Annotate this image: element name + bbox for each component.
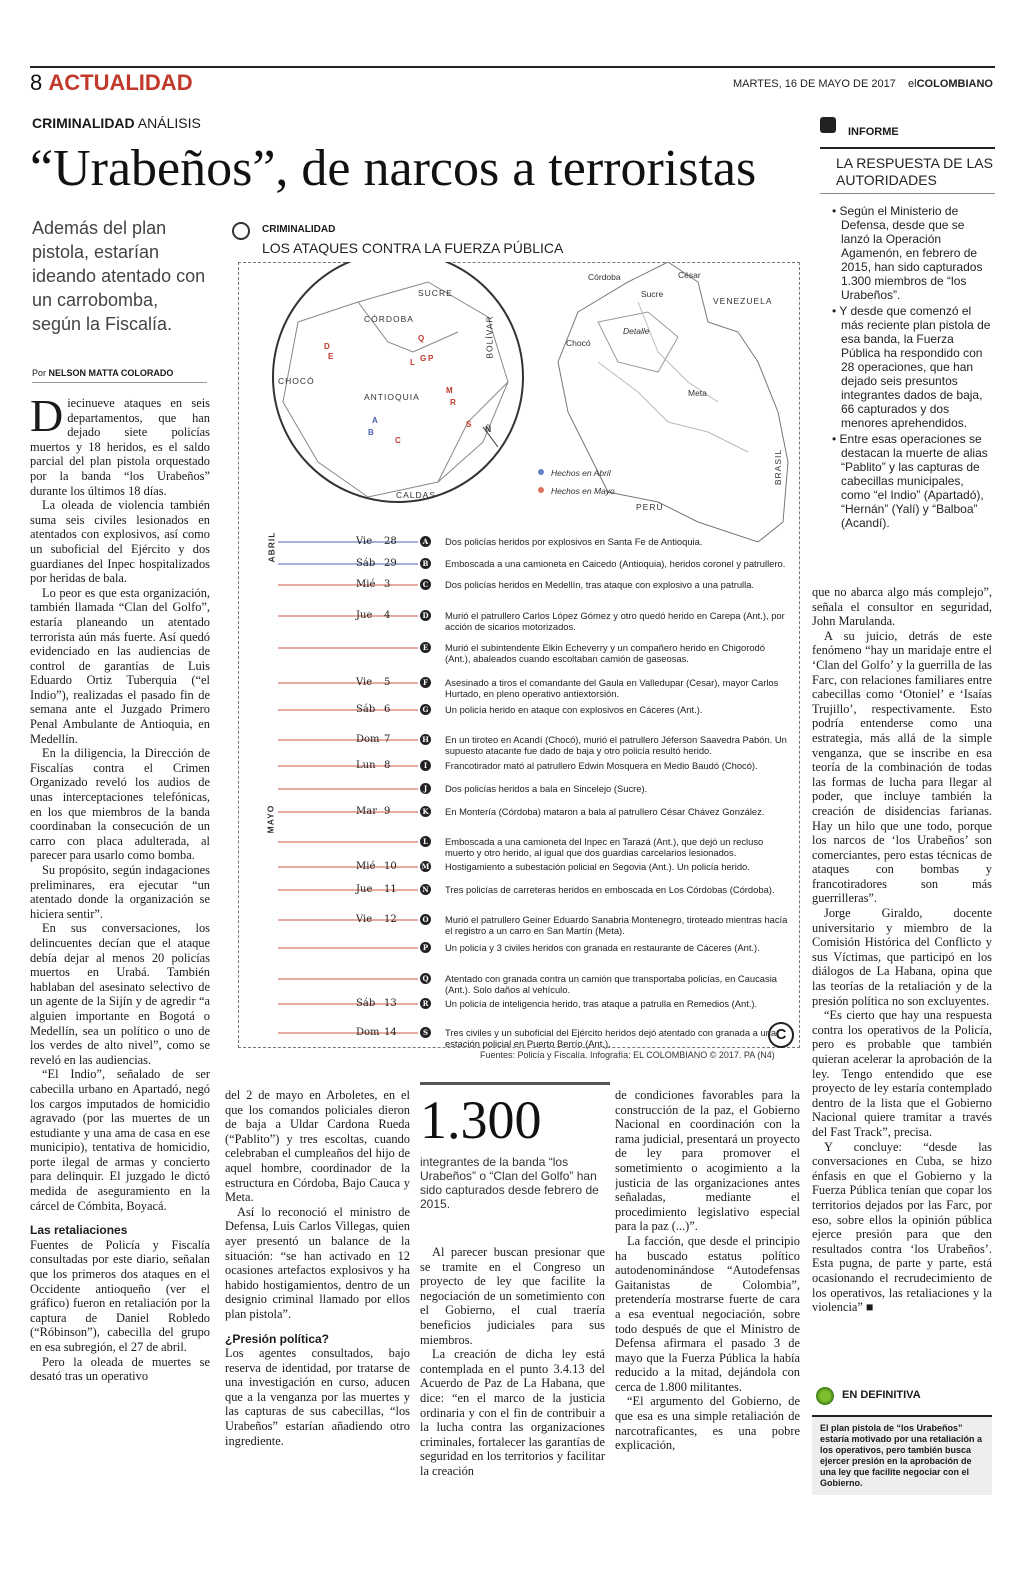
map-label: Sucre xyxy=(641,289,664,299)
timeline-connector xyxy=(278,584,418,586)
section-header xyxy=(30,70,193,96)
timeline-event-text: Tres civiles y un suboficial del Ejército heridos dejó atentado con granada a una estación policial en Puerto Berrío (Ant.). xyxy=(445,1027,777,1049)
timeline-event-text: Atentado con granada contra un camión que transportaba policías, en Caucasia (Ant.). Solo daños al vehículo. xyxy=(445,973,777,995)
infographic-source: Fuentes: Policía y Fiscalía. Infografía: EL COLOMBIANO © 2017. PA (N4) xyxy=(480,1050,775,1060)
timeline-event-text: Un policía y 3 civiles heridos con granada en restaurante de Cáceres (Ant.). xyxy=(445,942,760,953)
subhead: ¿Presión política? xyxy=(225,1331,330,1346)
timeline xyxy=(238,522,800,1049)
map-label: SUCRE xyxy=(418,288,453,298)
timeline-event-text: Dos policías heridos en Medellín, tras ataque con explosivo a una patrulla. xyxy=(445,579,755,590)
article-column-2 xyxy=(225,1088,410,1498)
paragraph: A su juicio, detrás de este fenómeno “hay un maridaje entre el ‘Clan del Golfo’ y la guerrilla de las Farc, con relaciones familiares entre cabecillas como ‘Otoniel’ e ‘Isaías Trujillo’, respectivamente. Esto podría entenderse como una estrategia, más allá de la simple venganza, que se inscribe en esa teoría de la combinación de todas las formas de lucha para llegar al poder, que incluye también la creación de disidencias farianas. Hay un hilo que une todo, porque los narcos de ‘los Urabeños’ son comerciantes, pero estas técnicas de ataques con bombas y francotiradores son más guerrilleras”. xyxy=(812,628,992,906)
paragraph: En sus conversaciones, los delincuentes decían que el ataque debía dejar al menos 20 policías muertos en Urabá. También hablaban del asesinato selectivo de un agente de la Sijín y de agredir “a alguien importante en Bogotá o Medellín, sea un político o uno de los verdes de alto nivel”, como se reveló en las audiencias. xyxy=(30,921,210,1067)
timeline-date: 10 xyxy=(384,861,397,872)
en-definitiva-box xyxy=(812,1385,992,1495)
map-point: D xyxy=(324,342,330,351)
timeline-letter: Q xyxy=(420,973,431,984)
big-stat xyxy=(420,1082,610,1211)
article-column-1 xyxy=(30,396,210,1516)
timeline-event-text: Francotirador mató al patrullero Edwin Mosquera en Medio Baudó (Chocó). xyxy=(445,760,758,771)
paper-pre: el xyxy=(908,78,917,90)
timeline-connector xyxy=(278,788,418,790)
timeline-connector xyxy=(278,682,418,684)
timeline-day: Mié xyxy=(356,861,376,872)
timeline-date: 6 xyxy=(384,704,391,715)
timeline-letter: S xyxy=(420,1027,431,1038)
timeline-date: 9 xyxy=(384,806,391,817)
byline-name: NELSON MATTA COLORADO xyxy=(48,368,174,378)
timeline-date: 8 xyxy=(384,760,391,771)
paragraph: Pero la oleada de muertes se desató tras un operativo xyxy=(30,1354,210,1384)
big-stat-number: 1.300 xyxy=(420,1090,542,1150)
page-number: 8 xyxy=(30,70,43,95)
paragraph: Los agentes consultados, bajo reserva de identidad, por tratarse de una investigación en curso, aducen que a la venganza por las muertes y las capturas de sus cabecillas, “los Urabeños” estarían añadiendo otro ingrediente. xyxy=(225,1346,410,1448)
paragraph: del 2 de mayo en Arboletes, en el que los comandos policiales dieron de baja a Uldar Cardona Rueda (“Pablito”) y tres escoltas, cuando celebraban el cumpleaños del hijo de aquel hombre, coordinador de la estructura en Córdoba, Bajo Cauca y Meta. xyxy=(225,1088,410,1205)
paragraph: Su propósito, según indagaciones preliminares, era ejecutar “un atentado donde la organización se hiciera sentir”. xyxy=(30,863,210,921)
timeline-connector xyxy=(278,563,418,565)
kicker xyxy=(32,115,201,131)
timeline-event-text: Murió el subintendente Elkin Echeverry y un compañero herido en Chigorodó (Ant.), abaleados cuando escoltaban camión de gaseosas. xyxy=(445,642,765,664)
timeline-event-text: Murió el patrullero Carlos López Gómez y otro quedó herido en Carepa (Ant.), por acción de sicarios motorizados. xyxy=(445,610,785,632)
timeline-connector xyxy=(278,709,418,711)
timeline-day: Mar xyxy=(356,806,377,817)
sidebar-list xyxy=(820,204,995,530)
en-definitiva-text: El plan pistola de “los Urabeños” estaría motivado por una retaliación a los operativos, pero también busca ejercer presión en la aprobación de una ley que facilite negociar con el Gobierno. xyxy=(812,1415,992,1495)
map-point: E xyxy=(328,352,334,361)
timeline-date: 7 xyxy=(384,734,391,745)
paragraph: Jorge Giraldo, docente universitario y miembro de la Comisión Histórica del Conflicto y sus Víctimas, que participó en los diálogos de La Habana, opina que las teorías de la retaliación y de la presión política no son excluyentes. xyxy=(812,906,992,1008)
dateline xyxy=(733,78,993,90)
paragraph: Y concluye: “desde las conversaciones en Cuba, se hizo énfasis en que el Gobierno y la Fuerza Pública tenían que copar los territorios dejados por las Farc, por eso, sobre ellos la opinión pública ejerce presión para que den resultados contra ‘los Urabeños’. Esta pugna, de parte y parte, está ocasionando el recrudecimiento de los operativos, las retaliaciones y la violencia” ■ xyxy=(812,1139,992,1315)
month-label-may: MAYO xyxy=(265,804,276,834)
map-label: Córdoba xyxy=(588,272,621,282)
timeline-date: 12 xyxy=(384,914,397,925)
dropcap: D xyxy=(30,396,64,441)
paragraph: que no abarca algo más complejo”, señala el consultor en seguridad, John Marulanda. xyxy=(812,585,992,629)
timeline-event-text: Dos policías heridos a bala en Sincelejo (Sucre). xyxy=(445,783,648,794)
gear-icon xyxy=(232,222,250,240)
map-label: ANTIOQUIA xyxy=(364,392,420,402)
map-point: M xyxy=(446,386,453,395)
paragraph: “El argumento del Gobierno, de que esa es una simple retaliación de narcotraficantes, es una pobre explicación, xyxy=(615,1394,800,1453)
list-item: • Entre esas operaciones se destacan la muerte de alias “Pablito” y las capturas de cabecillas municipales, como “el Indio” (Apartadó), “Hernán” (Yalí) y “Balboa” (Acandí). xyxy=(832,432,988,530)
list-item-text: Según el Ministerio de Defensa, desde que se lanzó la Operación Agamenón, en febrero de 2015, han sido capturados 1.300 miembros de “los Urabeños”. xyxy=(839,204,983,302)
map-label: Meta xyxy=(688,388,707,398)
paragraph: La oleada de violencia también suma seis civiles lesionados en atentados con explosivos, así como un suboficial del Ejército y dos guardianes del Inpec hospitalizados por heridas de bala. xyxy=(30,498,210,586)
list-item-text: Entre esas operaciones se destacan la muerte de alias “Pablito” y las capturas de cabecillas municipales, como “el Indio” (Apartadó), “Hernán” (Yalí) y “Balboa” (Acandí). xyxy=(839,432,988,530)
timeline-day: Vie xyxy=(356,677,373,688)
date: MARTES, 16 DE MAYO DE 2017 xyxy=(732,78,896,90)
timeline-letter: R xyxy=(420,998,431,1009)
timeline-letter: D xyxy=(420,610,431,621)
map-label: PERÚ xyxy=(636,502,664,512)
timeline-date: 29 xyxy=(384,558,397,569)
timeline-connector xyxy=(278,1003,418,1005)
paragraph: Así lo reconoció el ministro de Defensa, Luis Carlos Villegas, quien ayer presentó un balance de la situación: “se han activado en 12 ocasiones artefactos explosivos y ha habido hostigamientos, dentro de un designio criminal llamado por ellos plan pistola”. xyxy=(225,1204,410,1321)
timeline-letter: A xyxy=(420,536,431,547)
paragraph: Lo peor es que esta organización, también llamada “Clan del Golfo”, estaría planeando un atentado terrorista aún más fuerte. Así quedó evidenciado en las audiencias de control de garantías de Luis Eduardo Ortiz Tuberquia (“el Indio”), realizadas el pasado fin de semana ante el Juzgado Primero Penal Ambulante de Antioquia, en Medellín. xyxy=(30,585,210,746)
timeline-event-text: Emboscada a una camioneta del Inpec en Tarazá (Ant.), que dejó un recluso muerto y otro herido, al igual que dos guardias carcelarios lesionados. xyxy=(445,836,764,858)
timeline-connector xyxy=(278,978,418,980)
timeline-connector xyxy=(278,811,418,813)
document-icon xyxy=(820,117,836,133)
paragraph: de condiciones favorables para la construcción de la paz, el Gobierno Nacional en coordinación con la rama judicial, presentará un proyecto de ley para promover el sometimiento o acogimiento a la justicia de las organizaciones antes señaladas, mediante el procedimiento legislativo especial para la paz (...)”. xyxy=(615,1088,800,1234)
infographic-tag-text: CRIMINALIDAD xyxy=(262,224,336,235)
timeline-connector xyxy=(278,647,418,649)
month-label-april: ABRIL xyxy=(266,531,277,563)
timeline-letter: F xyxy=(420,677,431,688)
map-point: G xyxy=(420,354,427,363)
timeline-date: 13 xyxy=(384,998,397,1009)
map-label: Chocó xyxy=(566,338,591,348)
map-label: VENEZUELA xyxy=(713,296,773,306)
timeline-letter: G xyxy=(420,704,431,715)
timeline-event-text: En un tiroteo en Acandí (Chocó), murió el patrullero Jéferson Saavedra Pabón. Un supuesto atacante fue dado de baja y otro policía resultó herido. xyxy=(445,734,787,756)
kicker-rest: ANÁLISIS xyxy=(137,115,201,131)
section-name: ACTUALIDAD xyxy=(48,70,193,95)
timeline-connector xyxy=(278,615,418,617)
list-item: • Según el Ministerio de Defensa, desde que se lanzó la Operación Agamenón, en febrero de 2015, han sido capturados 1.300 miembros de “los Urabeños”. xyxy=(832,204,983,302)
timeline-connector xyxy=(278,866,418,868)
article-column-4 xyxy=(615,1088,800,1508)
legend-april: Hechos en Abril xyxy=(551,468,611,478)
timeline-connector xyxy=(278,541,418,543)
map-point: P xyxy=(428,354,434,363)
paragraph: En la diligencia, la Dirección de Fiscalías contra el Crimen Organizado reveló los audios de unas interceptaciones telefónicas, en los que miembros de la banda coordinaban la consecución de un carro con placa adulterada, al parecer para usarlo como bomba. xyxy=(30,746,210,863)
timeline-letter: I xyxy=(420,760,431,771)
timeline-date: 4 xyxy=(384,610,391,621)
timeline-letter: O xyxy=(420,914,431,925)
map-point: Q xyxy=(418,334,425,343)
clover-icon xyxy=(816,1387,834,1405)
map-point: B xyxy=(368,428,374,437)
timeline-date: 28 xyxy=(384,536,397,547)
sidebar-informe xyxy=(820,120,995,532)
sidebar-tag: INFORME xyxy=(848,126,899,138)
timeline-letter: K xyxy=(420,806,431,817)
timeline-connector xyxy=(278,841,418,843)
map-label: CALDAS xyxy=(396,490,437,500)
map-point: S xyxy=(466,420,472,429)
timeline-letter: L xyxy=(420,836,431,847)
paragraph: iecinueve ataques en seis departamentos, que han dejado siete policías muertos y 18 heridos, es el saldo parcial del plan pistola orquestado por la banda “los Urabeños” durante los últimos 18 días. xyxy=(30,396,210,498)
paper-name: COLOMBIANO xyxy=(916,78,993,90)
paragraph: La creación de dicha ley está contemplada en el punto 3.4.13 del Acuerdo de Paz de La Habana, que dice: “en el marco de la justicia ordinaria y con el fin de contribuir a la lucha contra las organizaciones criminales, fortalecer las garantías de seguridad en los territorios y facilitar la creación xyxy=(420,1347,605,1478)
map-label: BRASIL xyxy=(773,448,784,486)
sidebar-title: LA RESPUESTA DE LAS AUTORIDADES xyxy=(820,147,995,194)
deck: Además del plan pistola, estarían ideando atentado con un carrobomba, según la Fiscalía. xyxy=(32,218,206,334)
infographic-title: LOS ATAQUES CONTRA LA FUERZA PÚBLICA xyxy=(262,240,564,256)
timeline-event-text: Emboscada a una camioneta en Caicedo (Antioquia), heridos coronel y patrullero. xyxy=(445,558,786,569)
map-label: César xyxy=(678,270,701,280)
newspaper-logo: C xyxy=(768,1022,794,1048)
timeline-day: Dom xyxy=(356,1027,380,1038)
timeline-letter: M xyxy=(421,862,430,871)
big-stat-text: integrantes de la banda “los Urabeños” o “Clan del Golfo” han sido capturados desde febrero de 2015. xyxy=(420,1155,599,1211)
timeline-event-text: Tres policías de carreteras heridos en emboscada en Los Córdobas (Córdoba). xyxy=(445,884,775,895)
map-point: L xyxy=(410,358,415,367)
legend-may: Hechos en Mayo xyxy=(551,486,615,496)
timeline-day: Jue xyxy=(356,610,373,621)
north-symbol: Ñ xyxy=(485,424,493,434)
timeline-letter: B xyxy=(420,558,431,569)
timeline-day: Vie xyxy=(356,536,373,547)
byline-prefix: Por xyxy=(32,368,47,378)
timeline-event-text: Asesinado a tiros el comandante del Gaula en Valledupar (Cesar), mayor Carlos Hurtado, en pleno operativo antiextorsión. xyxy=(445,677,779,699)
timeline-letter: C xyxy=(420,579,431,590)
timeline-day: Dom xyxy=(356,734,380,745)
timeline-event-text: Hostigamiento a subestación policial en Segovia (Ant.). Un policía herido. xyxy=(445,861,750,872)
timeline-event-text: Un policía herido en ataque con explosivos en Cáceres (Ant.). xyxy=(445,704,703,715)
timeline-letter: H xyxy=(420,734,431,745)
timeline-date: 5 xyxy=(384,677,391,688)
timeline-date: 3 xyxy=(384,579,391,590)
timeline-letter: J xyxy=(420,783,431,794)
timeline-connector xyxy=(278,765,418,767)
map-label: BOLÍVAR xyxy=(484,315,495,359)
timeline-connector xyxy=(278,919,418,921)
timeline-day: Vie xyxy=(356,914,373,925)
infographic-tag xyxy=(262,224,335,235)
en-definitiva-tag: EN DEFINITIVA xyxy=(842,1389,921,1401)
map-label: Detalle xyxy=(623,326,650,336)
paragraph: Fuentes de Policía y Fiscalía consultadas por este diario, señalan que los primeros dos ataques en el Occidente antioqueño (ver el gráfico) fueron en retaliación por la captura de Daniel Robledo (“Róbinson”), cabecilla del grupo en esa subregión, el 27 de abril. xyxy=(30,1237,210,1354)
timeline-day: Sáb xyxy=(356,704,376,715)
timeline-connector xyxy=(278,1032,418,1034)
article-column-5 xyxy=(812,585,992,1365)
timeline-day: Sáb xyxy=(356,558,376,569)
map-point: A xyxy=(372,416,378,425)
timeline-day: Mié xyxy=(356,579,376,590)
article-column-3 xyxy=(420,1245,605,1505)
list-item: • Y desde que comenzó el más reciente plan pistola de esa banda, la Fuerza Pública ha respondido con 28 operaciones, que han dejado seis presuntos integrantes dados de baja, 66 capturados y dos menores aprehendidos. xyxy=(832,304,991,430)
timeline-day: Jue xyxy=(356,884,373,895)
timeline-event-text: Un policía de inteligencia herido, tras ataque a patrulla en Remedios (Ant.). xyxy=(445,998,758,1009)
paragraph: La facción, que desde el principio ha buscado estatus político autodenominándose “Autodefensas Gaitanistas de Colombia”, pretendería mostrarse fuerte de cara a esa eventual negociación, sobre todo después de que el Ministro de Defensa afirmara el pasado 3 de mayo que la Fuerza Pública la había reducido a la mitad, dejándola con cerca de 1.800 militantes. xyxy=(615,1233,800,1394)
timeline-day: Lun xyxy=(356,760,376,771)
timeline-letter: P xyxy=(420,942,431,953)
header-rule xyxy=(30,66,995,68)
timeline-event-text: Murió el patrullero Geiner Eduardo Sanabria Montenegro, tiroteado mientras hacía el registro a un carro en San Martín (Meta). xyxy=(445,914,788,936)
map-point: C xyxy=(395,436,401,445)
byline xyxy=(32,368,207,383)
map-labels xyxy=(238,262,800,522)
timeline-letter: E xyxy=(420,642,431,653)
paragraph: “Es cierto que hay una respuesta contra los operativos de la Policía, pero es probable que también quieran acelerar la aprobación de la ley. Tengo entendido que ese proyecto de ley estaría contemplado dentro de la lista que el Gobierno Nacional quiere tramitar a través del Fast Track”, precisa. xyxy=(812,1008,992,1139)
timeline-letter: N xyxy=(420,884,431,895)
paragraph: “El Indio”, señalado de ser cabecilla urbano en Apartadó, negó los cargos imputados de homicidio agravado (por las muertes de un estudiante y una ama de casa en ese municipio), tentativa de homicidio, porte ilegal de armas y concierto para delinquir. El juzgado le dictó medida de aseguramiento en la cárcel de Cómbita, Boyacá. xyxy=(30,1067,210,1213)
timeline-connector xyxy=(278,739,418,741)
map-label: CÓRDOBA xyxy=(364,314,414,324)
paragraph: Al parecer buscan presionar que se tramite en el Congreso un proyecto de ley que facilite la negociación de un sometimiento con el Gobierno, el cual traería beneficios judiciales para sus miembros. xyxy=(420,1245,605,1347)
timeline-day: Sáb xyxy=(356,998,376,1009)
timeline-date: 11 xyxy=(384,884,397,895)
timeline-date: 14 xyxy=(384,1027,397,1038)
map-point: R xyxy=(450,398,456,407)
timeline-event-text: En Montería (Córdoba) mataron a bala al patrullero César Chávez González. xyxy=(445,806,765,817)
subhead: Las retaliaciones xyxy=(30,1223,128,1238)
timeline-connector xyxy=(278,889,418,891)
kicker-bold: CRIMINALIDAD xyxy=(32,115,135,131)
timeline-connector xyxy=(278,947,418,949)
timeline-event-text: Dos policías heridos por explosivos en Santa Fe de Antioquia. xyxy=(445,536,703,547)
headline: “Urabeños”, de narcos a terroristas xyxy=(30,140,757,197)
list-item-text: Y desde que comenzó el más reciente plan pistola de esa banda, la Fuerza Pública ha respondido con 28 operaciones, que han dejado seis presuntos integrantes dados de baja, 66 capturados y dos menores aprehendidos. xyxy=(839,304,991,430)
map-label: CHOCÓ xyxy=(278,376,315,386)
